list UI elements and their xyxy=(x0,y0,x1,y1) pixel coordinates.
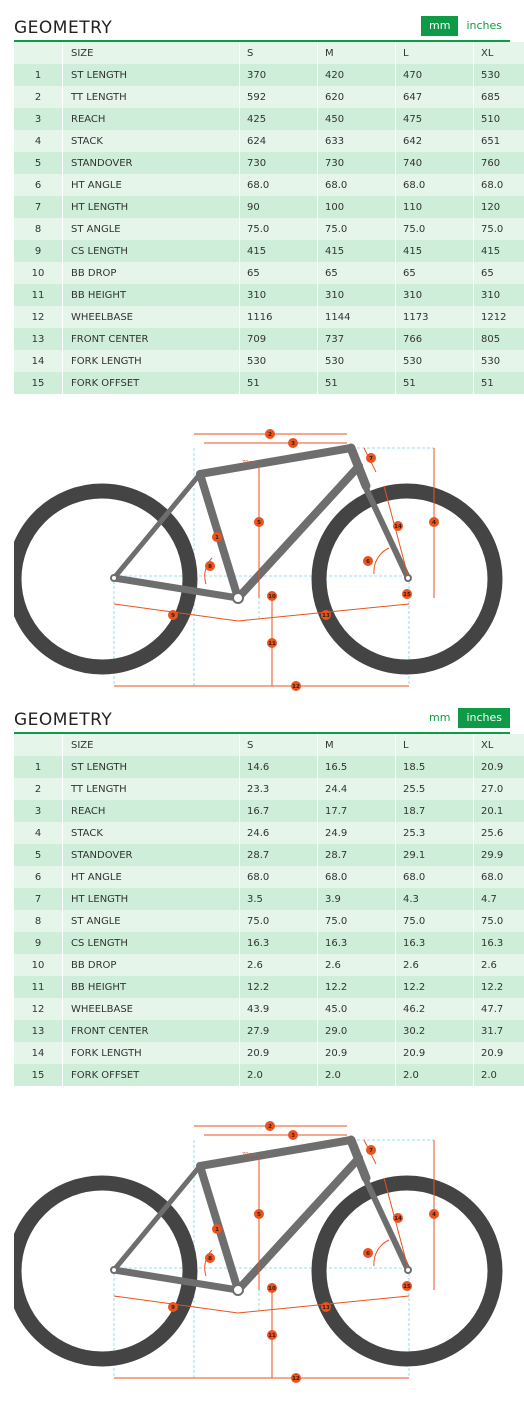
row-label: ST ANGLE xyxy=(63,218,240,240)
table-cell: 28.7 xyxy=(318,844,396,866)
row-index: 4 xyxy=(14,822,63,844)
table-cell: 12.2 xyxy=(240,976,318,998)
table-row xyxy=(14,218,524,240)
row-index: 7 xyxy=(14,196,63,218)
table-cell: 624 xyxy=(240,130,318,152)
row-label: REACH xyxy=(63,800,240,822)
row-label: HT LENGTH xyxy=(63,196,240,218)
table-cell: 415 xyxy=(318,240,396,262)
table-cell: 14.6 xyxy=(240,756,318,778)
table-cell: 16.3 xyxy=(474,932,524,954)
geometry-section-inches xyxy=(14,708,510,1404)
row-label: STACK xyxy=(63,130,240,152)
row-label: BB DROP xyxy=(63,262,240,284)
table-cell: 370 xyxy=(240,64,318,86)
row-label: CS LENGTH xyxy=(63,932,240,954)
column-header: L xyxy=(396,42,474,64)
table-cell: 530 xyxy=(474,350,524,372)
table-row xyxy=(14,778,524,800)
table-cell: 68.0 xyxy=(396,866,474,888)
row-index: 2 xyxy=(14,86,63,108)
table-cell: 27.9 xyxy=(240,1020,318,1042)
table-cell: 2.0 xyxy=(474,1064,524,1086)
table-cell: 12.2 xyxy=(396,976,474,998)
table-cell: 29.1 xyxy=(396,844,474,866)
rear-axle xyxy=(111,575,117,581)
table-cell: 730 xyxy=(240,152,318,174)
table-row xyxy=(14,1020,524,1042)
table-row xyxy=(14,174,524,196)
table-cell: 4.7 xyxy=(474,888,524,910)
row-index: 8 xyxy=(14,218,63,240)
table-cell: 1144 xyxy=(318,306,396,328)
unit-mm-button[interactable]: mm xyxy=(421,708,458,728)
row-index: 11 xyxy=(14,284,63,306)
table-cell: 25.3 xyxy=(396,822,474,844)
table-cell: 68.0 xyxy=(396,174,474,196)
callout-label: 9 xyxy=(171,1305,175,1311)
table-row xyxy=(14,372,524,394)
column-header xyxy=(14,42,63,64)
callout-label: 10 xyxy=(268,594,276,600)
table-cell: 760 xyxy=(474,152,524,174)
rear-axle xyxy=(111,1267,117,1273)
table-cell: 29.9 xyxy=(474,844,524,866)
callout-label: 4 xyxy=(432,1212,436,1218)
header-divider xyxy=(14,732,510,734)
table-cell: 2.0 xyxy=(396,1064,474,1086)
table-cell: 709 xyxy=(240,328,318,350)
table-cell: 685 xyxy=(474,86,524,108)
table-row xyxy=(14,1042,524,1064)
table-cell: 16.3 xyxy=(240,932,318,954)
unit-inches-button[interactable]: inches xyxy=(458,16,510,36)
row-label: FRONT CENTER xyxy=(63,328,240,350)
table-cell: 51 xyxy=(396,372,474,394)
table-row xyxy=(14,284,524,306)
table-cell: 23.3 xyxy=(240,778,318,800)
table-cell: 20.9 xyxy=(240,1042,318,1064)
row-label: HT ANGLE xyxy=(63,174,240,196)
table-cell: 31.7 xyxy=(474,1020,524,1042)
row-label: STACK xyxy=(63,822,240,844)
table-row xyxy=(14,64,524,86)
table-cell: 68.0 xyxy=(240,866,318,888)
column-header: SIZE xyxy=(63,42,240,64)
row-index: 1 xyxy=(14,64,63,86)
callout-label: 15 xyxy=(403,592,411,598)
table-cell: 20.9 xyxy=(396,1042,474,1064)
table-cell: 16.7 xyxy=(240,800,318,822)
row-label: ST ANGLE xyxy=(63,910,240,932)
column-header: M xyxy=(318,42,396,64)
table-cell: 415 xyxy=(396,240,474,262)
row-index: 11 xyxy=(14,976,63,998)
table-cell: 3.9 xyxy=(318,888,396,910)
row-index: 13 xyxy=(14,1020,63,1042)
table-row xyxy=(14,888,524,910)
table-cell: 68.0 xyxy=(240,174,318,196)
table-cell: 20.9 xyxy=(318,1042,396,1064)
table-row xyxy=(14,350,524,372)
row-index: 15 xyxy=(14,1064,63,1086)
table-row xyxy=(14,976,524,998)
callout-label: 7 xyxy=(369,1148,373,1154)
row-index: 14 xyxy=(14,1042,63,1064)
table-row xyxy=(14,998,524,1020)
table-cell: 68.0 xyxy=(318,866,396,888)
callout-label: 6 xyxy=(366,1251,370,1257)
row-label: FORK LENGTH xyxy=(63,1042,240,1064)
table-cell: 415 xyxy=(474,240,524,262)
table-cell: 2.6 xyxy=(240,954,318,976)
column-header: M xyxy=(318,734,396,756)
table-row xyxy=(14,932,524,954)
table-row xyxy=(14,866,524,888)
callout-label: 15 xyxy=(403,1284,411,1290)
table-cell: 68.0 xyxy=(474,866,524,888)
row-label: ST LENGTH xyxy=(63,64,240,86)
table-row xyxy=(14,756,524,778)
callout-label: 5 xyxy=(257,1212,261,1218)
row-label: BB HEIGHT xyxy=(63,976,240,998)
geometry-table xyxy=(14,42,524,394)
bottom-bracket xyxy=(233,1285,243,1295)
callout-label: 14 xyxy=(394,1216,402,1222)
table-cell: 75.0 xyxy=(396,218,474,240)
row-index: 1 xyxy=(14,756,63,778)
table-cell: 25.5 xyxy=(396,778,474,800)
table-cell: 3.5 xyxy=(240,888,318,910)
geometry-title: GEOMETRY xyxy=(14,710,112,730)
row-label: REACH xyxy=(63,108,240,130)
table-cell: 75.0 xyxy=(240,910,318,932)
callout-label: 3 xyxy=(291,441,295,447)
table-cell: 65 xyxy=(474,262,524,284)
table-cell: 51 xyxy=(474,372,524,394)
table-cell: 65 xyxy=(396,262,474,284)
callout-label: 4 xyxy=(432,520,436,526)
table-cell: 16.5 xyxy=(318,756,396,778)
row-index: 9 xyxy=(14,932,63,954)
dimension-note: 70mm xyxy=(242,1152,258,1158)
column-header xyxy=(14,734,63,756)
table-row xyxy=(14,262,524,284)
table-cell: 805 xyxy=(474,328,524,350)
table-cell: 110 xyxy=(396,196,474,218)
column-header: SIZE xyxy=(63,734,240,756)
table-cell: 20.1 xyxy=(474,800,524,822)
table-cell: 28.7 xyxy=(240,844,318,866)
table-cell: 90 xyxy=(240,196,318,218)
table-cell: 12.2 xyxy=(474,976,524,998)
row-index: 3 xyxy=(14,108,63,130)
chainstay xyxy=(114,1270,238,1290)
table-cell: 620 xyxy=(318,86,396,108)
callout-label: 12 xyxy=(292,1376,300,1382)
table-row xyxy=(14,240,524,262)
row-index: 12 xyxy=(14,998,63,1020)
callout-label: 9 xyxy=(171,613,175,619)
callout-label: 8 xyxy=(208,564,212,570)
dimension-note: 70mm xyxy=(242,460,258,466)
table-cell: 65 xyxy=(240,262,318,284)
row-index: 9 xyxy=(14,240,63,262)
column-header: XL xyxy=(474,42,524,64)
bike-geometry-diagram xyxy=(14,426,510,708)
table-cell: 310 xyxy=(318,284,396,306)
row-index: 10 xyxy=(14,262,63,284)
row-label: WHEELBASE xyxy=(63,998,240,1020)
table-cell: 18.5 xyxy=(396,756,474,778)
row-index: 7 xyxy=(14,888,63,910)
table-cell: 530 xyxy=(396,350,474,372)
table-header-row xyxy=(14,734,524,756)
table-row xyxy=(14,130,524,152)
row-index: 15 xyxy=(14,372,63,394)
row-label: HT ANGLE xyxy=(63,866,240,888)
row-label: STANDOVER xyxy=(63,152,240,174)
row-label: FRONT CENTER xyxy=(63,1020,240,1042)
table-cell: 592 xyxy=(240,86,318,108)
callout-label: 12 xyxy=(292,684,300,690)
table-row xyxy=(14,822,524,844)
unit-inches-button[interactable]: inches xyxy=(458,708,510,728)
table-cell: 425 xyxy=(240,108,318,130)
callout-label: 2 xyxy=(268,432,272,438)
column-header: L xyxy=(396,734,474,756)
row-index: 14 xyxy=(14,350,63,372)
table-cell: 75.0 xyxy=(318,218,396,240)
table-cell: 24.6 xyxy=(240,822,318,844)
table-row xyxy=(14,196,524,218)
top-tube xyxy=(200,1140,351,1166)
callout-label: 11 xyxy=(268,1333,276,1339)
geometry-section-mm xyxy=(14,16,510,712)
row-index: 5 xyxy=(14,152,63,174)
table-cell: 766 xyxy=(396,328,474,350)
row-index: 6 xyxy=(14,866,63,888)
table-row xyxy=(14,108,524,130)
table-cell: 510 xyxy=(474,108,524,130)
table-cell: 16.3 xyxy=(318,932,396,954)
table-cell: 415 xyxy=(240,240,318,262)
callout-label: 6 xyxy=(366,559,370,565)
table-cell: 75.0 xyxy=(318,910,396,932)
table-cell: 25.6 xyxy=(474,822,524,844)
column-header: XL xyxy=(474,734,524,756)
row-label: FORK LENGTH xyxy=(63,350,240,372)
table-cell: 24.4 xyxy=(318,778,396,800)
table-cell: 2.0 xyxy=(318,1064,396,1086)
header-divider xyxy=(14,40,510,42)
table-row xyxy=(14,86,524,108)
table-cell: 68.0 xyxy=(474,174,524,196)
table-cell: 1173 xyxy=(396,306,474,328)
table-cell: 737 xyxy=(318,328,396,350)
table-cell: 45.0 xyxy=(318,998,396,1020)
chainstay xyxy=(114,578,238,598)
row-label: STANDOVER xyxy=(63,844,240,866)
table-cell: 310 xyxy=(396,284,474,306)
table-cell: 647 xyxy=(396,86,474,108)
callout-label: 5 xyxy=(257,520,261,526)
row-index: 12 xyxy=(14,306,63,328)
table-cell: 420 xyxy=(318,64,396,86)
callout-label: 13 xyxy=(322,613,330,619)
table-cell: 1212 xyxy=(474,306,524,328)
geometry-table xyxy=(14,734,524,1086)
row-label: FORK OFFSET xyxy=(63,1064,240,1086)
row-index: 10 xyxy=(14,954,63,976)
callout-label: 8 xyxy=(208,1256,212,1262)
table-row xyxy=(14,800,524,822)
table-cell: 4.3 xyxy=(396,888,474,910)
callout-label: 1 xyxy=(215,1227,219,1233)
row-index: 2 xyxy=(14,778,63,800)
table-cell: 29.0 xyxy=(318,1020,396,1042)
table-cell: 2.6 xyxy=(474,954,524,976)
table-cell: 24.9 xyxy=(318,822,396,844)
row-label: BB HEIGHT xyxy=(63,284,240,306)
angle-arc-ht xyxy=(374,1240,389,1266)
geometry-title: GEOMETRY xyxy=(14,18,112,38)
row-label: FORK OFFSET xyxy=(63,372,240,394)
table-header-row xyxy=(14,42,524,64)
table-cell: 120 xyxy=(474,196,524,218)
table-cell: 470 xyxy=(396,64,474,86)
table-cell: 68.0 xyxy=(318,174,396,196)
row-index: 3 xyxy=(14,800,63,822)
table-row xyxy=(14,954,524,976)
table-cell: 530 xyxy=(240,350,318,372)
table-cell: 740 xyxy=(396,152,474,174)
bike-geometry-diagram xyxy=(14,1118,510,1400)
row-index: 6 xyxy=(14,174,63,196)
table-row xyxy=(14,328,524,350)
row-index: 8 xyxy=(14,910,63,932)
callout-label: 7 xyxy=(369,456,373,462)
table-row xyxy=(14,910,524,932)
callout-label: 10 xyxy=(268,1286,276,1292)
row-index: 13 xyxy=(14,328,63,350)
column-header: S xyxy=(240,734,318,756)
table-cell: 651 xyxy=(474,130,524,152)
callout-label: 13 xyxy=(322,1305,330,1311)
table-cell: 1116 xyxy=(240,306,318,328)
callout-label: 14 xyxy=(394,524,402,530)
table-cell: 46.2 xyxy=(396,998,474,1020)
row-label: ST LENGTH xyxy=(63,756,240,778)
table-row xyxy=(14,844,524,866)
table-cell: 730 xyxy=(318,152,396,174)
table-cell: 17.7 xyxy=(318,800,396,822)
callout-label: 1 xyxy=(215,535,219,541)
column-header: S xyxy=(240,42,318,64)
table-cell: 2.6 xyxy=(318,954,396,976)
angle-arc-ht xyxy=(374,548,389,574)
callout-label: 3 xyxy=(291,1133,295,1139)
table-row xyxy=(14,306,524,328)
table-cell: 530 xyxy=(474,64,524,86)
geometry-header xyxy=(14,708,510,734)
row-label: BB DROP xyxy=(63,954,240,976)
callout-label: 2 xyxy=(268,1124,272,1130)
table-cell: 27.0 xyxy=(474,778,524,800)
table-cell: 43.9 xyxy=(240,998,318,1020)
table-cell: 530 xyxy=(318,350,396,372)
unit-toggle xyxy=(421,708,510,728)
row-label: TT LENGTH xyxy=(63,778,240,800)
table-row xyxy=(14,152,524,174)
table-row xyxy=(14,1064,524,1086)
unit-toggle xyxy=(421,16,510,36)
table-cell: 310 xyxy=(474,284,524,306)
table-cell: 75.0 xyxy=(240,218,318,240)
geometry-header xyxy=(14,16,510,42)
table-cell: 450 xyxy=(318,108,396,130)
callout-label: 11 xyxy=(268,641,276,647)
table-cell: 30.2 xyxy=(396,1020,474,1042)
table-cell: 75.0 xyxy=(474,218,524,240)
table-cell: 310 xyxy=(240,284,318,306)
table-cell: 51 xyxy=(318,372,396,394)
row-label: HT LENGTH xyxy=(63,888,240,910)
table-cell: 475 xyxy=(396,108,474,130)
table-cell: 2.0 xyxy=(240,1064,318,1086)
row-index: 5 xyxy=(14,844,63,866)
row-label: TT LENGTH xyxy=(63,86,240,108)
table-cell: 12.2 xyxy=(318,976,396,998)
table-cell: 47.7 xyxy=(474,998,524,1020)
unit-mm-button[interactable]: mm xyxy=(421,16,458,36)
table-cell: 20.9 xyxy=(474,1042,524,1064)
row-label: CS LENGTH xyxy=(63,240,240,262)
table-cell: 16.3 xyxy=(396,932,474,954)
row-index: 4 xyxy=(14,130,63,152)
table-cell: 65 xyxy=(318,262,396,284)
table-cell: 100 xyxy=(318,196,396,218)
bottom-bracket xyxy=(233,593,243,603)
row-label: WHEELBASE xyxy=(63,306,240,328)
top-tube xyxy=(200,448,351,474)
table-cell: 642 xyxy=(396,130,474,152)
table-cell: 633 xyxy=(318,130,396,152)
table-cell: 18.7 xyxy=(396,800,474,822)
table-cell: 51 xyxy=(240,372,318,394)
table-cell: 2.6 xyxy=(396,954,474,976)
table-cell: 20.9 xyxy=(474,756,524,778)
table-cell: 75.0 xyxy=(474,910,524,932)
table-cell: 75.0 xyxy=(396,910,474,932)
